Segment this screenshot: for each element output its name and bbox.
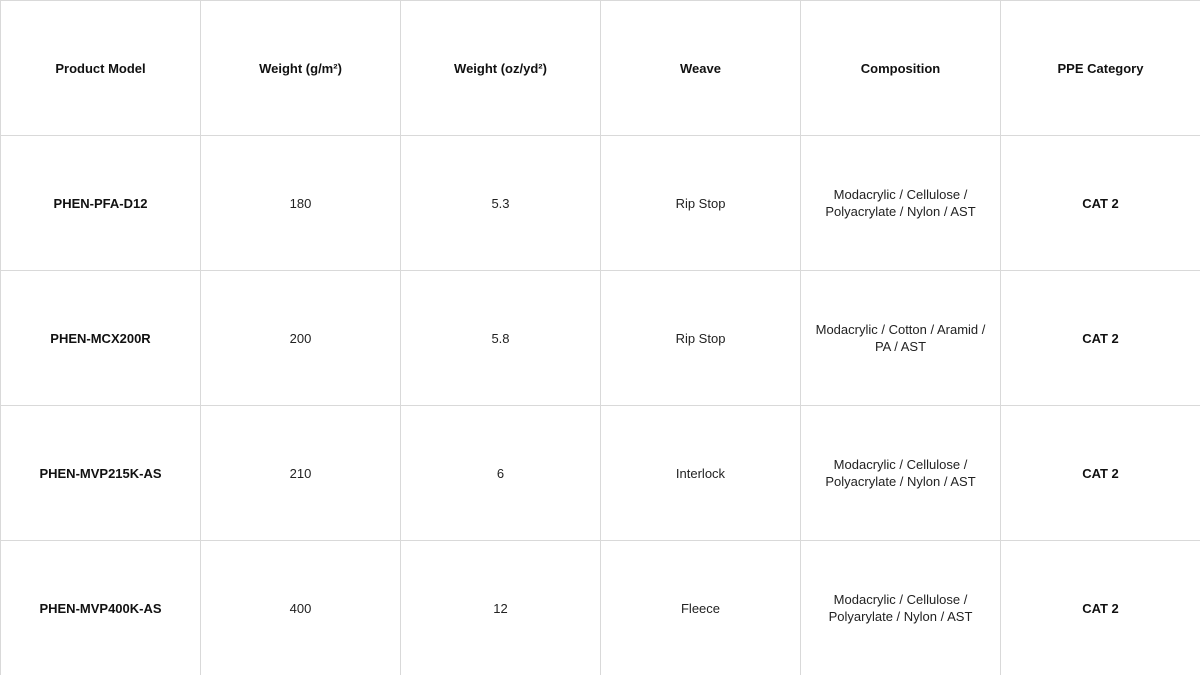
composition-line: Modacrylic / Cellulose / [833,187,968,202]
header-weave: Weave [601,1,801,136]
header-row [1,1,1200,136]
cell-weight-gm2: 400 [201,541,401,675]
cell-weight-gm2: 200 [201,271,401,406]
header-product-model: Product Model [1,1,201,136]
cell-weave: Rip Stop [601,271,801,406]
header-composition: Composition [801,1,1001,136]
table-header [1,1,1200,136]
cell-weight-gm2: 180 [201,136,401,271]
table-row [1,136,1200,271]
cell-weave: Interlock [601,406,801,541]
cell-ppe-category: CAT 2 [1001,541,1200,675]
composition-line: Polyacrylate / Nylon / AST [825,204,976,219]
header-weight-ozyd2: Weight (oz/yd²) [401,1,601,136]
composition-line: PA / AST [874,339,927,354]
cell-model: PHEN-PFA-D12 [1,136,201,271]
header-ppe-category: PPE Category [1001,1,1200,136]
composition-line: Polyacrylate / Nylon / AST [825,474,976,489]
cell-model: PHEN-MVP400K-AS [1,541,201,675]
cell-model: PHEN-MVP215K-AS [1,406,201,541]
cell-weight-ozyd2: 12 [401,541,601,675]
cell-weight-ozyd2: 5.3 [401,136,601,271]
cell-weave: Fleece [601,541,801,675]
cell-composition [801,136,1001,271]
cell-composition [801,406,1001,541]
cell-ppe-category: CAT 2 [1001,136,1200,271]
composition-line: Polyarylate / Nylon / AST [828,609,973,624]
table-row [1,541,1200,675]
cell-weave: Rip Stop [601,136,801,271]
table-row [1,271,1200,406]
table-row [1,406,1200,541]
cell-composition [801,271,1001,406]
table-body [1,136,1200,675]
cell-model: PHEN-MCX200R [1,271,201,406]
composition-line: Modacrylic / Cellulose / [833,592,968,607]
composition-line: Modacrylic / Cellulose / [833,457,968,472]
composition-line: Modacrylic / Cotton / Aramid / [815,322,986,337]
cell-weight-ozyd2: 5.8 [401,271,601,406]
cell-weight-ozyd2: 6 [401,406,601,541]
cell-composition [801,541,1001,675]
cell-ppe-category: CAT 2 [1001,406,1200,541]
cell-weight-gm2: 210 [201,406,401,541]
header-weight-gm2: Weight (g/m²) [201,1,401,136]
cell-ppe-category: CAT 2 [1001,271,1200,406]
